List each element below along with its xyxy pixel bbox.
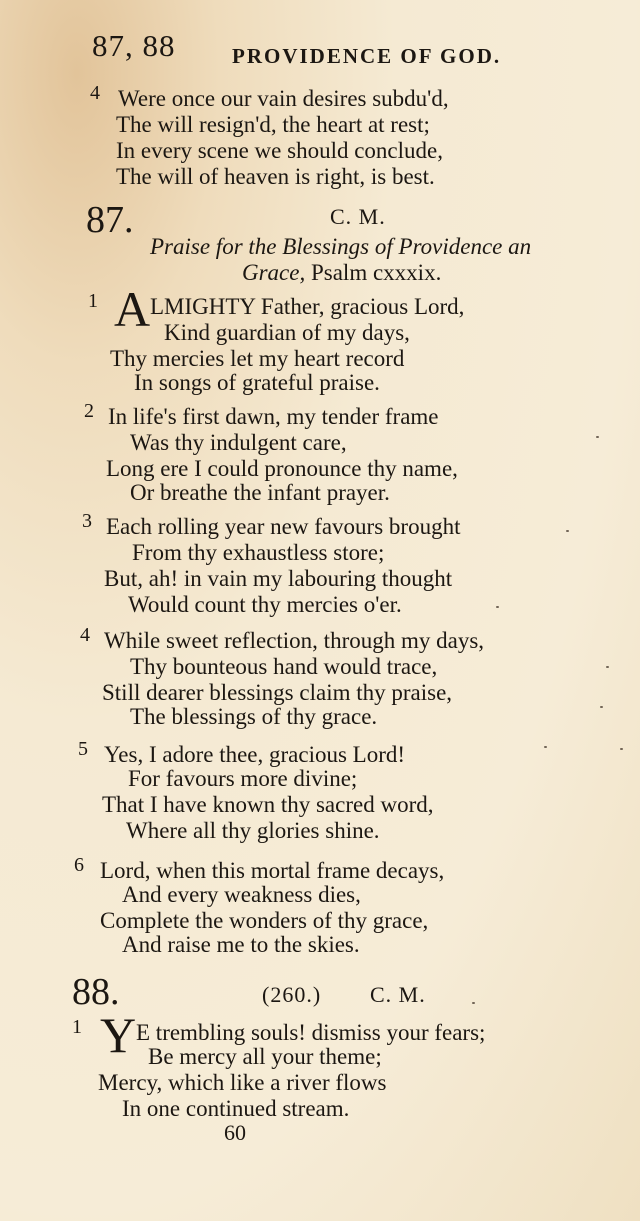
verse-line: And every weakness dies, [122, 882, 361, 907]
verse-line: Long ere I could pronounce thy name, [106, 456, 458, 481]
hymn-number: 87. [86, 199, 134, 241]
print-speck [606, 666, 609, 668]
verse-number: 1 [72, 1016, 82, 1038]
verse-line: In songs of grateful praise. [134, 370, 380, 395]
verse-line: In every scene we should conclude, [116, 138, 443, 163]
verse-line: Complete the wonders of thy grace, [100, 908, 429, 933]
verse-line: Would count thy mercies o'er. [128, 592, 402, 617]
verse-line: The will of heaven is right, is best. [116, 164, 435, 189]
verse-line: While sweet reflection, through my days, [104, 628, 485, 653]
print-speck [566, 530, 569, 532]
verse-line: In one continued stream. [122, 1096, 350, 1121]
verse-number: 4 [90, 82, 100, 104]
verse-line: The blessings of thy grace. [130, 704, 378, 729]
tune-reference: (260.) [262, 982, 322, 1007]
verse-line: Each rolling year new favours brought [106, 514, 461, 539]
verse-line: Mercy, which like a river flows [98, 1070, 387, 1095]
print-speck [496, 606, 499, 608]
verse-line: Where all thy glories shine. [126, 818, 380, 843]
print-speck [472, 1002, 475, 1004]
verse-line: Were once our vain desires subdu'd, [118, 86, 449, 111]
drop-cap: Y [100, 1007, 137, 1063]
verse-line: E trembling souls! dismiss your fears; [136, 1020, 486, 1045]
hymn-subtitle-line-2 [242, 260, 441, 286]
verse-line: Or breathe the infant prayer. [130, 480, 390, 505]
verse-number: 1 [88, 290, 98, 312]
print-speck [596, 436, 599, 438]
verse-line: Was thy indulgent care, [130, 430, 347, 455]
running-header-hymn-numbers: 87, 88 [92, 28, 176, 63]
print-speck [544, 746, 547, 748]
verse-line: Lord, when this mortal frame decays, [100, 858, 445, 883]
hymn-subtitle-italic: Grace, [242, 260, 306, 285]
print-speck [600, 706, 603, 708]
verse-line: Still dearer blessings claim thy praise, [102, 680, 453, 705]
running-header-title: PROVIDENCE OF GOD. [232, 44, 502, 68]
verse-line: That I have known thy sacred word, [102, 792, 434, 817]
verse-line: Kind guardian of my days, [164, 320, 410, 345]
verse-number: 5 [78, 738, 88, 760]
print-speck [620, 748, 623, 750]
verse-number: 6 [74, 854, 84, 876]
verse-number: 4 [80, 624, 90, 646]
verse-line: Yes, I adore thee, gracious Lord! [104, 742, 406, 767]
verse-line: Thy bounteous hand would trace, [130, 654, 438, 679]
verse-line: But, ah! in vain my labouring thought [104, 566, 453, 591]
hymn-subtitle: Praise for the Blessings of Providence an [150, 234, 532, 259]
drop-cap: A [114, 281, 151, 337]
verse-line: For favours more divine; [128, 766, 358, 791]
hymn-meter: C. M. [370, 982, 426, 1007]
verse-line: And raise me to the skies. [122, 932, 360, 957]
hymn-meter: C. M. [330, 204, 386, 229]
verse-line: From thy exhaustless store; [132, 540, 385, 565]
page-number: 60 [224, 1120, 246, 1145]
verse-line: Be mercy all your theme; [148, 1044, 382, 1069]
verse-number: 2 [84, 400, 94, 422]
verse-line: The will resign'd, the heart at rest; [116, 112, 430, 137]
verse-line: Thy mercies let my heart record [110, 346, 405, 371]
verse-line: In life's first dawn, my tender frame [108, 404, 439, 429]
hymn-number: 88. [72, 971, 120, 1013]
verse-line: LMIGHTY Father, gracious Lord, [150, 294, 465, 319]
verse-number: 3 [82, 510, 92, 532]
hymn-source: Psalm cxxxix. [310, 260, 442, 285]
